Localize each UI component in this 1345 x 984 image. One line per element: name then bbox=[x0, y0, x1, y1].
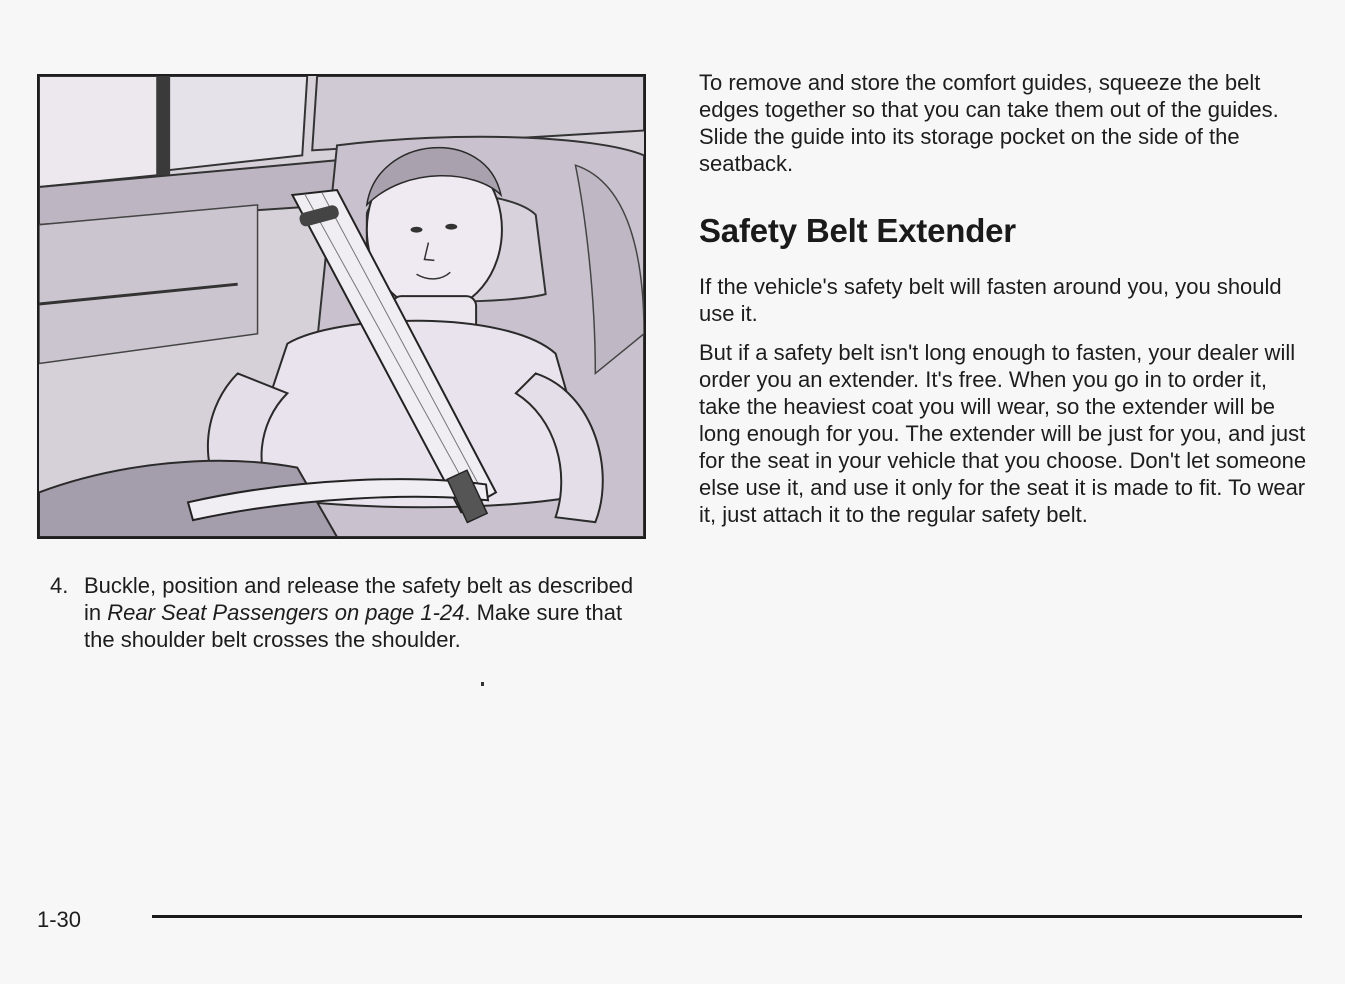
extender-paragraph-2: But if a safety belt isn't long enough to fasten, your dealer will order you an extender. It's free. When you go in to order it, take the heaviest coat you will wear, so the extender will be long enough for you. The extender will be just for you, and just for the seat in your vehicle that you choose. Don't let someone else use it, and use it only for the seat it is made to fit. To wear it, just attach it to the regular safety belt. bbox=[699, 340, 1307, 527]
page-number: 1-30 bbox=[37, 907, 82, 932]
section-heading: Safety Belt Extender bbox=[699, 212, 1016, 249]
extender-paragraph-1: If the vehicle's safety belt will fasten around you, you should use it. bbox=[699, 274, 1282, 326]
child-safety-belt-illustration bbox=[37, 74, 646, 539]
cross-reference-link[interactable]: Rear Seat Passengers on page 1-24 bbox=[107, 600, 465, 625]
stray-mark bbox=[481, 682, 484, 686]
step-text-before: Buckle, position and release the safety belt as described in bbox=[84, 573, 634, 625]
comfort-guide-paragraph: To remove and store the comfort guides, squeeze the belt edges together so that you can take them out of the guides. Slide the guide into its storage pocket on the side of the seatback. bbox=[699, 70, 1279, 176]
footer-rule bbox=[152, 915, 1302, 918]
right-column bbox=[699, 69, 1314, 528]
step-text-after: . Make sure that the shoulder belt crosses the shoulder. bbox=[84, 600, 623, 652]
step-4 bbox=[50, 572, 650, 653]
step-text bbox=[84, 572, 650, 653]
step-number: 4. bbox=[50, 573, 69, 598]
child-in-safety-belt-illustration-icon bbox=[39, 76, 644, 537]
